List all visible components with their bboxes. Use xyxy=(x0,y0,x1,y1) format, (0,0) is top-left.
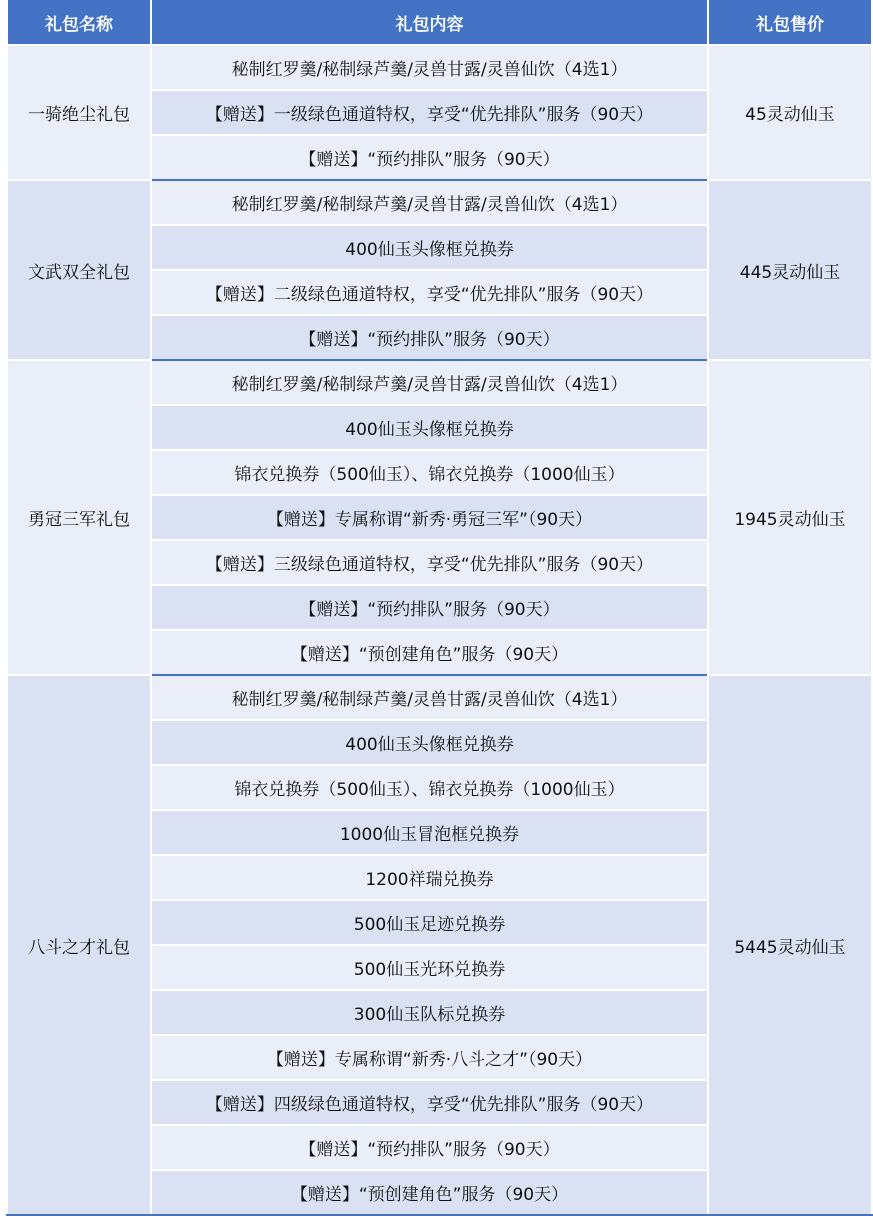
gift-package-table xyxy=(6,0,873,1216)
package-item: 500仙玉光环兑换券 xyxy=(151,945,708,990)
header-package-price: 礼包售价 xyxy=(708,0,872,45)
package-group xyxy=(7,180,872,360)
package-item: 【赠送】二级绿色通道特权，享受“优先排队”服务（90天） xyxy=(151,270,708,315)
package-price: 445灵动仙玉 xyxy=(708,180,872,360)
package-item: 【赠送】“预约排队”服务（90天） xyxy=(151,585,708,630)
package-price: 1945灵动仙玉 xyxy=(708,360,872,675)
header-row xyxy=(7,0,872,45)
table-row xyxy=(7,360,872,405)
package-item: 1000仙玉冒泡框兑换券 xyxy=(151,810,708,855)
package-item: 【赠送】“预约排队”服务（90天） xyxy=(151,1125,708,1170)
package-item: 500仙玉足迹兑换券 xyxy=(151,900,708,945)
package-item: 【赠送】专属称谓“新秀·八斗之才”（90天） xyxy=(151,1035,708,1080)
package-item: 【赠送】“预约排队”服务（90天） xyxy=(151,135,708,180)
package-item: 秘制红罗羹/秘制绿芦羹/灵兽甘露/灵兽仙饮（4选1） xyxy=(151,180,708,225)
table-row xyxy=(7,675,872,720)
table-row xyxy=(7,45,872,90)
package-item: 400仙玉头像框兑换券 xyxy=(151,225,708,270)
package-name: 文武双全礼包 xyxy=(7,180,151,360)
package-item: 1200祥瑞兑换券 xyxy=(151,855,708,900)
package-item: 锦衣兑换券（500仙玉）、锦衣兑换券（1000仙玉） xyxy=(151,450,708,495)
package-name: 八斗之才礼包 xyxy=(7,675,151,1215)
package-item: 秘制红罗羹/秘制绿芦羹/灵兽甘露/灵兽仙饮（4选1） xyxy=(151,45,708,90)
package-group xyxy=(7,360,872,675)
package-item: 400仙玉头像框兑换券 xyxy=(151,720,708,765)
package-price: 45灵动仙玉 xyxy=(708,45,872,180)
package-item: 【赠送】专属称谓“新秀·勇冠三军”（90天） xyxy=(151,495,708,540)
package-item: 秘制红罗羹/秘制绿芦羹/灵兽甘露/灵兽仙饮（4选1） xyxy=(151,360,708,405)
package-item: 300仙玉队标兑换券 xyxy=(151,990,708,1035)
header-package-name: 礼包名称 xyxy=(7,0,151,45)
package-price: 5445灵动仙玉 xyxy=(708,675,872,1215)
table-row xyxy=(7,180,872,225)
header-package-content: 礼包内容 xyxy=(151,0,708,45)
package-item: 【赠送】“预创建角色”服务（90天） xyxy=(151,630,708,675)
package-item: 【赠送】“预约排队”服务（90天） xyxy=(151,315,708,360)
package-item: 400仙玉头像框兑换券 xyxy=(151,405,708,450)
package-item: 【赠送】四级绿色通道特权，享受“优先排队”服务（90天） xyxy=(151,1080,708,1125)
package-item: 锦衣兑换券（500仙玉）、锦衣兑换券（1000仙玉） xyxy=(151,765,708,810)
package-name: 勇冠三军礼包 xyxy=(7,360,151,675)
package-item: 【赠送】一级绿色通道特权，享受“优先排队”服务（90天） xyxy=(151,90,708,135)
package-group xyxy=(7,45,872,180)
package-item: 秘制红罗羹/秘制绿芦羹/灵兽甘露/灵兽仙饮（4选1） xyxy=(151,675,708,720)
package-item: 【赠送】“预创建角色”服务（90天） xyxy=(151,1170,708,1215)
package-name: 一骑绝尘礼包 xyxy=(7,45,151,180)
package-group xyxy=(7,675,872,1215)
package-item: 【赠送】三级绿色通道特权，享受“优先排队”服务（90天） xyxy=(151,540,708,585)
